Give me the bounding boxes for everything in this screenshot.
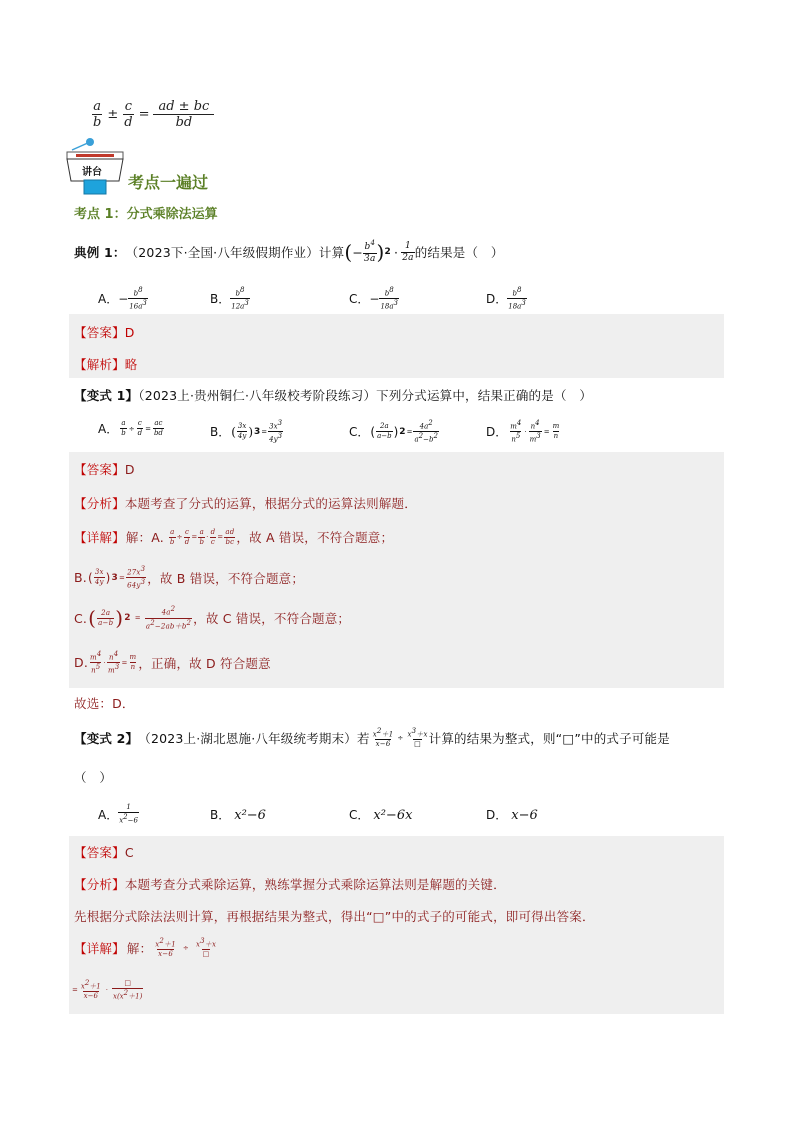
podium-label: 讲台: [82, 167, 102, 178]
variant-2-answer: 【答案】C: [74, 845, 134, 860]
example-1-option-b[interactable]: B． $\frac{b8}{12a3}$: [210, 286, 249, 311]
variant-2-option-c[interactable]: C． x²−6x: [349, 808, 413, 823]
frac-ad-bc: $\frac{ad \pm bc}{bd}$: [154, 100, 213, 129]
section-title: 考点一遍过: [128, 173, 209, 192]
variant-2-option-a[interactable]: A． $\frac{1}{x2-6}$: [98, 803, 138, 825]
example-1-option-d[interactable]: D． $\frac{b8}{18a3}$: [486, 286, 526, 311]
podium-icon: [64, 136, 126, 196]
example-1-stem: 典例 1： （2023下·全国·八年级假期作业）计算 ( − $\frac{b^4}{3a}$ ) 2 · $\frac{1}{2a}$ 的结果是（ ）: [74, 239, 504, 264]
variant-1-option-a[interactable]: A． $\frac{a}{b}$ ÷ $\frac{c}{d}$ = $\frac{ac}{bd}$: [98, 419, 163, 437]
variant-2-analysis-2: 先根据分式除法法则计算，再根据结果为整式，得出“□”中的式子的可能式，即可得出答案．: [74, 909, 595, 924]
variant-1-detail-c: C. ( $\frac{2a}{a-b}$ ) 2 = $\frac{4a2}{a2-2ab+b2}$ ，故 C 错误，不符合题意；: [74, 605, 351, 630]
variant-1-option-b[interactable]: B． ( $\frac{3x}{4y}$ ) 3 = $\frac{3x3}{4y3}$: [210, 419, 283, 444]
variant-1-detail-a: 【详解】 解：A. $\frac{a}{b}$ ÷ $\frac{c}{d}$ = $\frac{a}{b}$ · $\frac{d}{c}$ = $\frac{ad}{bc}$ ，故 A 错误，不符合题意；: [74, 527, 394, 546]
variant-1-detail-b: B. ( $\frac{3x}{4y}$ ) 3 = $\frac{27x3}{64y3}$ ，故 B 错误，不符合题意；: [74, 565, 305, 590]
variant-2-analysis: 【分析】本题考查分式乘除运算，熟练掌握分式乘除运算法则是解题的关键．: [74, 877, 506, 892]
kaodian-1: 考点 1：分式乘除法运算: [74, 207, 218, 222]
variant-2-option-d[interactable]: D． x−6: [486, 808, 538, 823]
variant-1-option-d[interactable]: D． $\frac{m4}{n5}$ · $\frac{n4}{m3}$ = $\frac{m}{n}$: [486, 419, 560, 444]
example-1-option-a[interactable]: A． − $\frac{b8}{16a3}$: [98, 286, 147, 311]
variant-2-paren: （ ）: [74, 770, 113, 785]
variant-2-option-b[interactable]: B． x²−6: [210, 808, 266, 823]
variant-1-detail-d: D. $\frac{m4}{n5}$ · $\frac{n4}{m3}$ = $\frac{m}{n}$ ，正确，故 D 符合题意: [74, 650, 271, 675]
example-1-analysis: 【解析】略: [74, 357, 138, 372]
variant-2-detail: 【详解】 解： $\frac{x2+1}{x-6}$ ÷ $\frac{x3+x}{□}$: [74, 937, 217, 959]
variant-1-choose: 故选：D．: [74, 696, 135, 711]
example-1-answer: 【答案】D: [74, 325, 135, 340]
frac-c-d: $\frac{c}{d}$: [124, 99, 133, 130]
variant-2-stem: 【变式 2】 （2023上·湖北恩施·八年级统考期末）若 $\frac{x2+1}{x-6}$ ÷ $\frac{x3+x}{□}$ 计算的结果为整式，则“□”中的式子可能是: [74, 727, 670, 749]
answer-band-3: [69, 836, 724, 1014]
answer-band-1: [69, 314, 724, 378]
frac-a-b: $\frac{a}{b}$: [93, 99, 102, 130]
variant-1-answer: 【答案】D: [74, 462, 135, 477]
variant-2-detail-step: = $\frac{x2+1}{x-6}$ · $\frac{□}{x(x2+1)}$: [72, 979, 143, 1001]
formula-top: $\frac{a}{b}$ ± $\frac{c}{d}$ = $\frac{ad \pm bc}{bd}$: [92, 100, 213, 129]
variant-1-option-c[interactable]: C． ( $\frac{2a}{a-b}$ ) 2 = $\frac{4a2}{a2-b2}$: [349, 419, 438, 444]
example-1-option-c[interactable]: C． − $\frac{b8}{18a3}$: [349, 286, 399, 311]
variant-1-stem: 【变式 1】（2023上·贵州铜仁·八年级校考阶段练习）下列分式运算中，结果正确的是（ ）: [74, 388, 593, 403]
variant-1-analysis: 【分析】本题考查了分式的运算，根据分式的运算法则解题．: [74, 496, 417, 511]
